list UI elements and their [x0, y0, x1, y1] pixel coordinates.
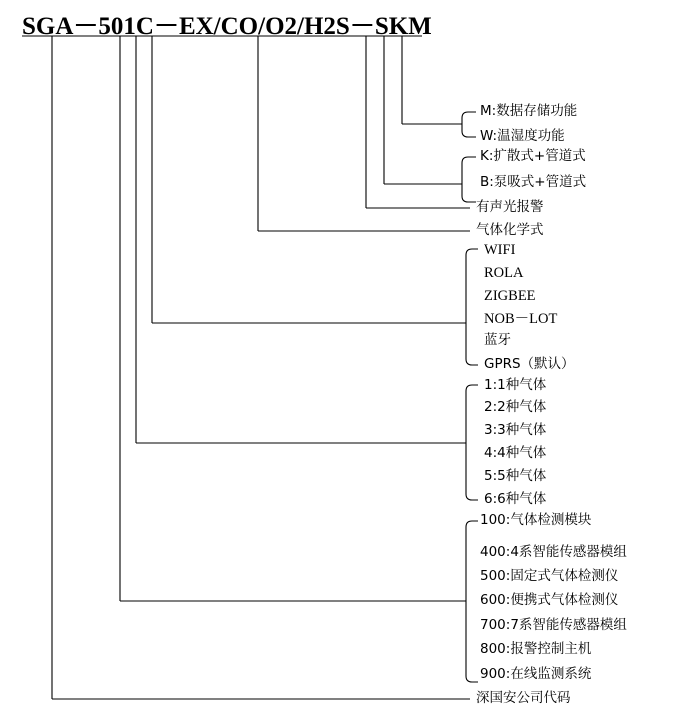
- label-gas-formula: 气体化学式: [476, 222, 544, 238]
- label-gas-6: 6:6种气体: [484, 491, 547, 507]
- label-series-100: 100:气体检测模块: [480, 512, 592, 528]
- label-alarm: 有声光报警: [476, 199, 544, 215]
- label-zigbee: ZIGBEE: [484, 288, 536, 304]
- label-b: B:泵吸式+管道式: [480, 174, 587, 190]
- label-series-900: 900:在线监测系统: [480, 666, 592, 682]
- label-m: M:数据存储功能: [480, 103, 578, 119]
- label-gas-4: 4:4种气体: [484, 445, 547, 461]
- label-series-400: 400:4系智能传感器模组: [480, 544, 627, 560]
- label-series-800: 800:报警控制主机: [480, 641, 592, 657]
- label-series-700: 700:7系智能传感器模组: [480, 617, 627, 633]
- label-series-500: 500:固定式气体检测仪: [480, 568, 619, 584]
- label-w: W:温湿度功能: [480, 128, 565, 144]
- label-k: K:扩散式+管道式: [480, 148, 586, 164]
- label-nob-lot: NOB－LOT: [484, 311, 558, 327]
- label-gas-5: 5:5种气体: [484, 468, 547, 484]
- label-wifi: WIFI: [484, 242, 516, 258]
- label-rola: ROLA: [484, 265, 524, 281]
- label-gas-1: 1:1种气体: [484, 377, 547, 393]
- label-gas-3: 3:3种气体: [484, 422, 547, 438]
- label-bluetooth: 蓝牙: [484, 332, 511, 348]
- label-gas-2: 2:2种气体: [484, 399, 547, 415]
- label-gprs: GPRS（默认）: [484, 356, 575, 372]
- label-company: 深国安公司代码: [476, 690, 571, 706]
- label-series-600: 600:便携式气体检测仪: [480, 592, 619, 608]
- product-code-title: SGA－501C－EX/CO/O2/H2S－SKM: [22, 13, 432, 40]
